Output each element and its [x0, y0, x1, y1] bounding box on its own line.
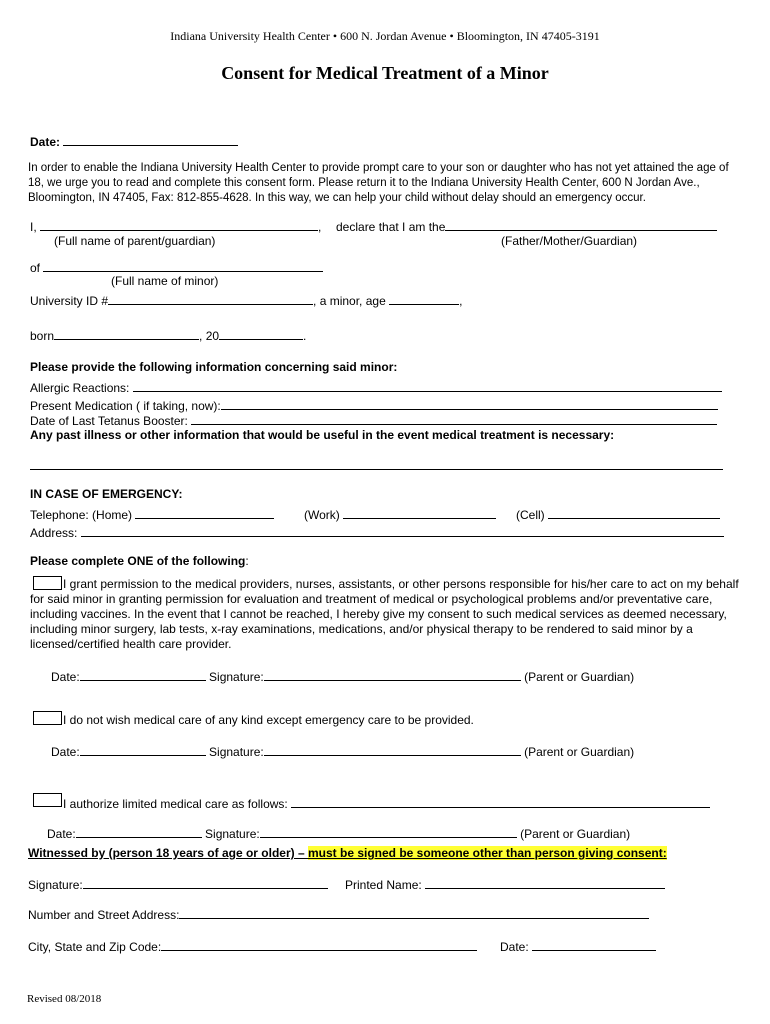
of-label: of: [30, 261, 41, 275]
option2-date-label: Date:: [51, 745, 80, 759]
minor-name-field[interactable]: [43, 259, 323, 272]
cell-phone-row: [516, 506, 720, 522]
option3-row: [63, 795, 710, 811]
i-label: I,: [30, 220, 37, 234]
witness-printed-field[interactable]: [425, 876, 665, 889]
medication-row: [30, 397, 718, 413]
born-year-field[interactable]: [219, 327, 303, 340]
options-heading: Please complete ONE of the following: [30, 554, 246, 568]
age-field[interactable]: [389, 292, 459, 305]
witness-street-label: Number and Street Address:: [28, 908, 180, 922]
home-phone-row: [30, 506, 274, 522]
option3-text: I authorize limited medical care as follows:: [63, 797, 288, 811]
intro-paragraph: In order to enable the Indiana University Health Center to provide prompt care to your son or daughter who has not yet attained the age of 18, we urge you to read and complete this consent form. Please return it to the Indiana University Health Center, 600 N Jordan Ave., Bloomington, IN 47405, Fax: 812-855-4628. In this way, we can help your child without delay should an emergency occur.: [28, 162, 729, 204]
born-label: born: [30, 329, 55, 343]
options-heading-colon: :: [245, 554, 249, 568]
witness-date-label: Date:: [500, 940, 529, 954]
option1-parent-label: (Parent or Guardian): [524, 670, 635, 684]
option3-date-field[interactable]: [76, 825, 202, 838]
witness-city-label: City, State and Zip Code:: [28, 940, 162, 954]
declare-label: declare that I am the: [336, 220, 446, 234]
born-row: [30, 327, 306, 343]
option3-signature-field[interactable]: [260, 825, 517, 838]
relation-field[interactable]: [445, 218, 717, 231]
past-illness-field[interactable]: [30, 469, 723, 470]
option1-text: I grant permission to the medical providers, nurses, assistants, or other persons responsible for his/her care to act on my behalf for said minor in granting permission for evaluation and treatment of medical or psychological problems and/or preventative care, including vaccines. In the event that I cannot be reached, I hereby give my consent to such medical services as deemed necessary, including minor surgery, lab tests, x-ray examinations, medications, and/or physical therapy to be rendered to said minor by a licensed/certified health care provider.: [30, 577, 739, 651]
cell-phone-field[interactable]: [548, 506, 720, 519]
page-title: Consent for Medical Treatment of a Minor: [221, 63, 549, 83]
university-id-field[interactable]: [108, 292, 313, 305]
witness-street-row: [28, 906, 649, 922]
option1-signature-field[interactable]: [264, 668, 521, 681]
work-phone-row: [304, 506, 496, 522]
witness-city-field[interactable]: [161, 938, 477, 951]
home-phone-field[interactable]: [135, 506, 274, 519]
witness-street-field[interactable]: [179, 906, 649, 919]
address-label: Address:: [30, 526, 78, 540]
year-label: , 20: [199, 329, 220, 343]
medication-label: Present Medication ( if taking, now):: [30, 399, 221, 413]
address-row: [30, 524, 724, 540]
emergency-heading: IN CASE OF EMERGENCY:: [30, 487, 183, 501]
tetanus-row: [30, 412, 717, 428]
info-heading: Please provide the following information concerning said minor:: [30, 360, 398, 374]
allergic-label: Allergic Reactions:: [30, 381, 130, 395]
revised-note: Revised 08/2018: [27, 993, 102, 1005]
option2-parent-label: (Parent or Guardian): [524, 745, 635, 759]
cell-phone-label: (Cell): [516, 508, 545, 522]
option3-date-label: Date:: [47, 827, 76, 841]
option3-sign-row: [47, 825, 630, 841]
parent-name-row: [30, 218, 321, 234]
witness-printed-row: [345, 876, 665, 892]
allergic-row: [30, 379, 722, 395]
option1-date-field[interactable]: [80, 668, 206, 681]
medication-field[interactable]: [221, 397, 718, 410]
address-field[interactable]: [81, 524, 724, 537]
tetanus-field[interactable]: [191, 412, 717, 425]
witness-date-field[interactable]: [532, 938, 656, 951]
relation-row: [336, 218, 717, 234]
witness-heading: Witnessed by (person 18 years of age or older) –: [28, 846, 308, 860]
past-illness-label: Any past illness or other information that would be useful in the event medical treatment is necessary:: [30, 428, 615, 442]
minor-caption: (Full name of minor): [111, 274, 219, 288]
witness-signature-label: Signature:: [28, 878, 83, 892]
option1-date-label: Date:: [51, 670, 80, 684]
tetanus-label: Date of Last Tetanus Booster:: [30, 414, 188, 428]
options-heading-row: [30, 554, 249, 568]
header-address: Indiana University Health Center • 600 N. Jordan Avenue • Bloomington, IN 47405-3191: [170, 29, 600, 43]
option2-signature-label: Signature:: [209, 745, 264, 759]
work-phone-label: (Work): [304, 508, 340, 522]
minor-name-row: [30, 259, 323, 275]
date-row: [30, 133, 238, 149]
university-id-label: University ID #: [30, 294, 109, 308]
relation-caption: (Father/Mother/Guardian): [501, 234, 638, 248]
witness-city-row: [28, 938, 477, 954]
work-phone-field[interactable]: [343, 506, 496, 519]
university-id-row: [30, 292, 462, 308]
home-phone-label: Telephone: (Home): [30, 508, 133, 522]
option2-text: I do not wish medical care of any kind except emergency care to be provided.: [63, 713, 474, 727]
born-date-field[interactable]: [54, 327, 199, 340]
option3-parent-label: (Parent or Guardian): [520, 827, 631, 841]
option2-date-field[interactable]: [80, 743, 206, 756]
option1-signature-label: Signature:: [209, 670, 264, 684]
date-field[interactable]: [63, 133, 238, 146]
option2-sign-row: [51, 743, 634, 759]
option1-sign-row: [51, 668, 634, 684]
comma: ,: [318, 220, 322, 234]
date-label: Date:: [30, 135, 61, 149]
witness-printed-label: Printed Name:: [345, 878, 422, 892]
period: .: [303, 329, 307, 343]
option3-field[interactable]: [291, 795, 710, 808]
witness-signature-field[interactable]: [83, 876, 328, 889]
witness-highlight: must be signed be someone other than person giving consent:: [307, 846, 667, 860]
allergic-field[interactable]: [133, 379, 722, 392]
witness-signature-row: [28, 876, 328, 892]
minor-age-label: , a minor, age: [313, 294, 386, 308]
age-comma: ,: [459, 294, 463, 308]
option3-signature-label: Signature:: [205, 827, 260, 841]
witness-heading-row: [28, 846, 667, 860]
parent-caption: (Full name of parent/guardian): [54, 234, 216, 248]
option2-checkbox[interactable]: [33, 711, 62, 725]
option2-signature-field[interactable]: [264, 743, 521, 756]
parent-name-field[interactable]: [40, 218, 318, 231]
option3-checkbox[interactable]: [33, 793, 62, 807]
witness-date-row: [500, 938, 656, 954]
